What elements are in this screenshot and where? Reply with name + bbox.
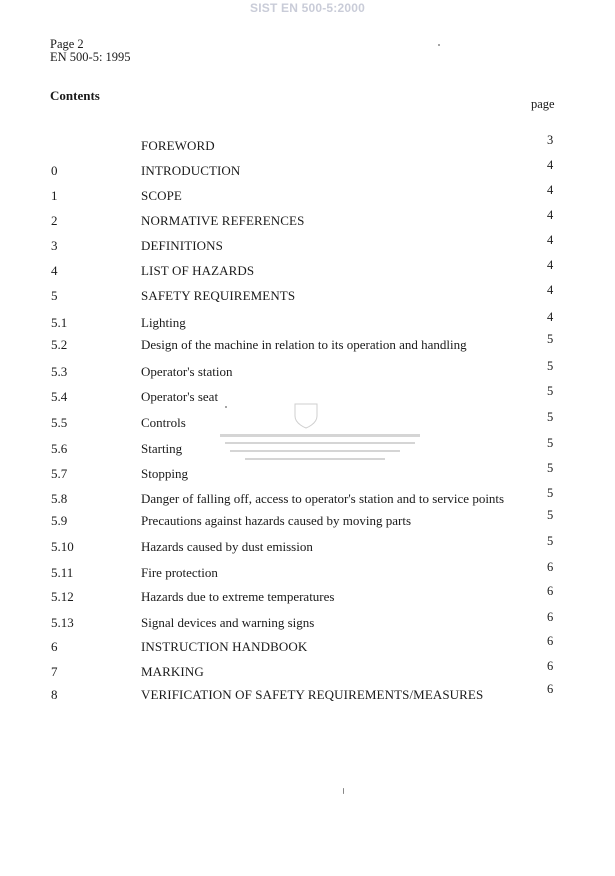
toc-entry-title: Operator's station [141,364,233,379]
watermark: SIST EN 500-5:2000 [250,1,365,15]
scan-speck [343,788,344,794]
toc-entry-number: 3 [51,238,58,253]
toc-entry-number: 5.5 [51,415,68,430]
toc-entry-page: 6 [547,659,554,673]
toc-entry-page: 4 [547,158,554,172]
toc-entry-page: 6 [547,682,554,696]
page-header [50,38,131,64]
library-stamp [215,400,425,475]
scan-speck [225,406,227,408]
toc-entry-title: Fire protection [141,565,218,580]
toc-entry-number: 5.8 [51,491,68,506]
toc-entry-page: 4 [547,208,554,222]
toc-entry-page: 5 [547,359,554,373]
toc-entry-page: 4 [547,183,554,197]
toc-entry-number: 5.3 [51,364,68,379]
toc-entry-page: 5 [547,508,554,522]
toc-entry-page: 5 [547,461,554,475]
toc-entry-title: Precautions against hazards caused by moving parts [141,513,412,528]
toc-entry-title: Signal devices and warning signs [141,615,315,630]
toc-entry-title: Lighting [141,315,186,330]
toc-entry-title: VERIFICATION OF SAFETY REQUIREMENTS/MEASURES [141,687,484,702]
toc-entry-number: 5.10 [51,539,74,554]
toc-entry-title: Stopping [141,466,188,481]
toc-entry-page: 4 [547,283,554,297]
toc-entry-page: 3 [547,133,554,147]
toc-entry-number: 5.1 [51,315,68,330]
toc-entry-page: 5 [547,534,554,548]
toc-entry-page: 6 [547,560,554,574]
toc-entry-number: 6 [51,639,58,654]
toc-entry-title: SCOPE [141,188,182,203]
toc-entry-title: DEFINITIONS [141,238,223,253]
toc-entry-number: 5.7 [51,466,68,481]
toc-entry-title: Hazards caused by dust emission [141,539,313,554]
toc-entry-title: Danger of falling off, access to operator's station and to service points [141,491,505,506]
contents-title: Contents [50,88,100,103]
toc-entry-number: 4 [51,263,58,278]
toc-entry-number: 5.2 [51,337,68,352]
toc-entry-number: 5.6 [51,441,68,456]
toc-entry-page: 5 [547,410,554,424]
toc-entry-number: 1 [51,188,58,203]
toc-entry-page: 5 [547,384,554,398]
toc-entry-page: 5 [547,332,554,346]
toc-entry-page: 5 [547,436,554,450]
toc-entry-number: 5.11 [51,565,74,580]
toc-entry-number: 5.13 [51,615,74,630]
toc-entry-title: SAFETY REQUIREMENTS [141,288,296,303]
toc-entry-number: 5.4 [51,389,68,404]
page-label: Page 2 [50,37,84,51]
toc-entry-number: 0 [51,163,58,178]
toc-entry-page: 4 [547,258,554,272]
toc-entry-title: Starting [141,441,183,456]
toc-entry-number: 7 [51,664,58,679]
toc-entry-title: NORMATIVE REFERENCES [141,213,305,228]
toc-entry-page: 6 [547,610,554,624]
toc-entry-number: 5 [51,288,58,303]
toc-entry-page: 6 [547,584,554,598]
toc-entry-title: INSTRUCTION HANDBOOK [141,639,308,654]
toc-entry-title: Hazards due to extreme temperatures [141,589,335,604]
toc-entry-title: MARKING [141,664,204,679]
toc-entry-title: Controls [141,415,186,430]
scan-speck [438,44,440,46]
toc-entry-page: 6 [547,634,554,648]
toc-entry-number: 2 [51,213,58,228]
toc-entry-number: 5.12 [51,589,74,604]
page-column-label: page [531,97,555,111]
toc-entry-page: 4 [547,233,554,247]
toc-entry-number: 5.9 [51,513,68,528]
toc-entry-page: 4 [547,310,554,324]
toc-entry-page: 5 [547,486,554,500]
standard-number: EN 500-5: 1995 [50,50,131,64]
toc-entry-title: Design of the machine in relation to its operation and handling [141,337,467,352]
toc-entry-title: LIST OF HAZARDS [141,263,255,278]
toc-entry-title: INTRODUCTION [141,163,241,178]
toc-entry-number: 8 [51,687,58,702]
toc-entry-title: FOREWORD [141,138,215,153]
toc-entry-title: Operator's seat [141,389,219,404]
